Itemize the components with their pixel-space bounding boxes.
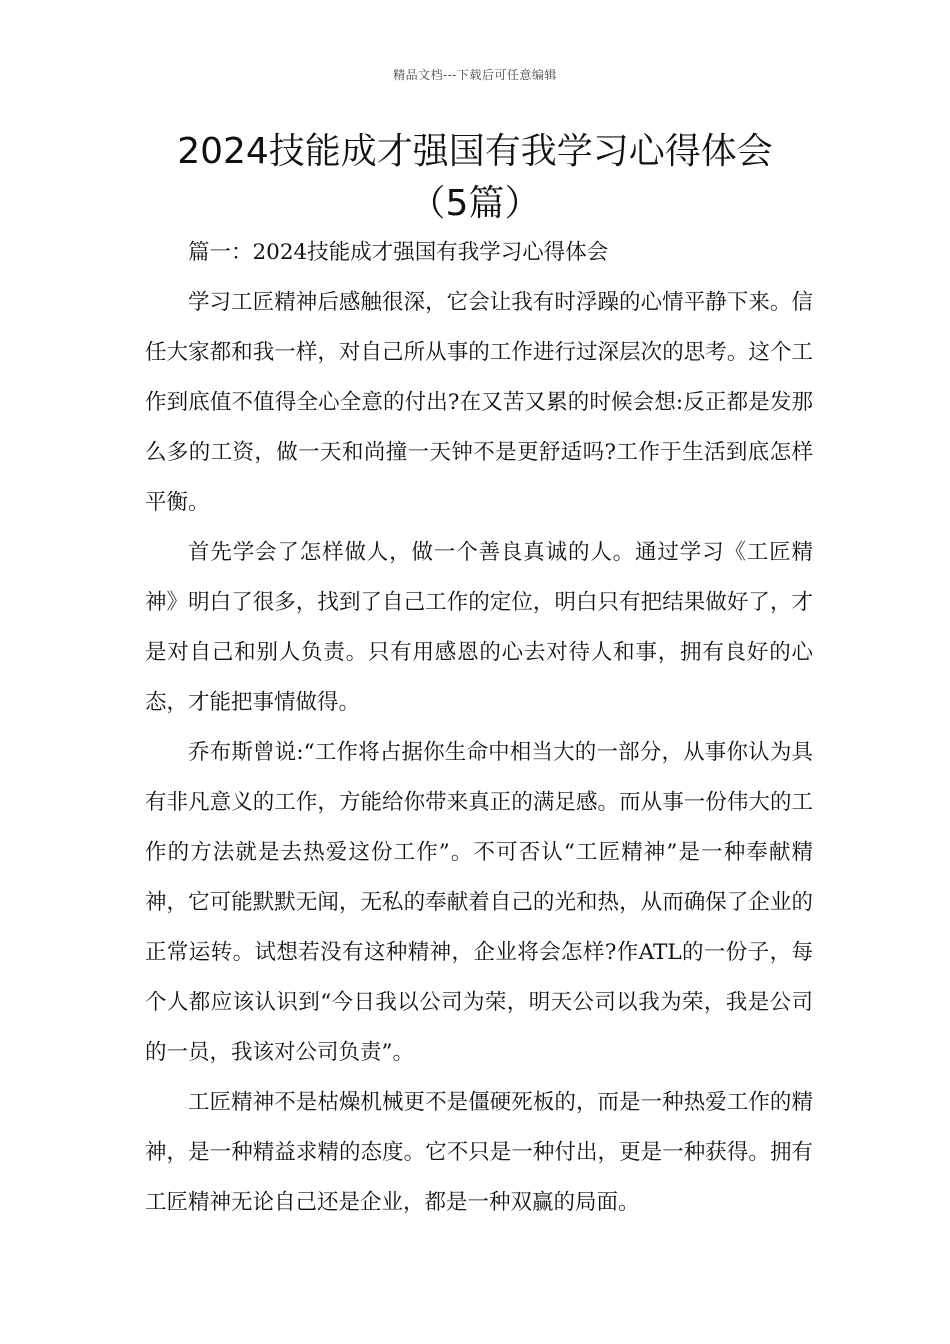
paragraph: 学习工匠精神后感触很深，它会让我有时浮躁的心情平静下来。信任大家都和我一样，对自己所从事的工作进行过深层次的思考。这个工作到底值不值得全心全意的付出?在又苦又累的时候会想:反正都是发那么多的工资，做一天和尚撞一天钟不是更舒适吗?工作于生活到底怎样平衡。 — [145, 290, 813, 515]
title-line-1: 2024技能成才强国有我学习心得体会 — [177, 131, 773, 172]
header-note: 精品文档---下载后可任意编辑 — [393, 68, 557, 82]
paragraph: 乔布斯曾说:“工作将占据你生命中相当大的一部分，从事你认为具有非凡意义的工作，方能给你带来真正的满足感。而从事一份伟大的工作的方法就是去热爱这份工作”。不可否认“工匠精神”是一种奉献精神，它可能默默无闻，无私的奉献着自己的光和热，从而确保了企业的正常运转。试想若没有这种精神，企业将会怎样?作ATL的一份子，每个人都应该认识到“今日我以公司为荣，明天公司以我为荣，我是公司的一员，我该对公司负责”。 — [145, 740, 813, 1065]
paragraph: 首先学会了怎样做人，做一个善良真诚的人。通过学习《工匠精神》明白了很多，找到了自己工作的定位，明白只有把结果做好了，才是对自己和别人负责。只有用感恩的心去对待人和事，拥有良好的心态，才能把事情做得。 — [145, 540, 813, 715]
section-heading: 篇一：2024技能成才强国有我学习心得体会 — [188, 240, 609, 265]
paragraph: 工匠精神不是枯燥机械更不是僵硬死板的，而是一种热爱工作的精神，是一种精益求精的态度。它不只是一种付出，更是一种获得。拥有工匠精神无论自己还是企业，都是一种双赢的局面。 — [145, 1090, 813, 1215]
document-title — [100, 126, 850, 230]
title-line-2: （5篇） — [409, 183, 541, 224]
document-body — [145, 228, 813, 1228]
